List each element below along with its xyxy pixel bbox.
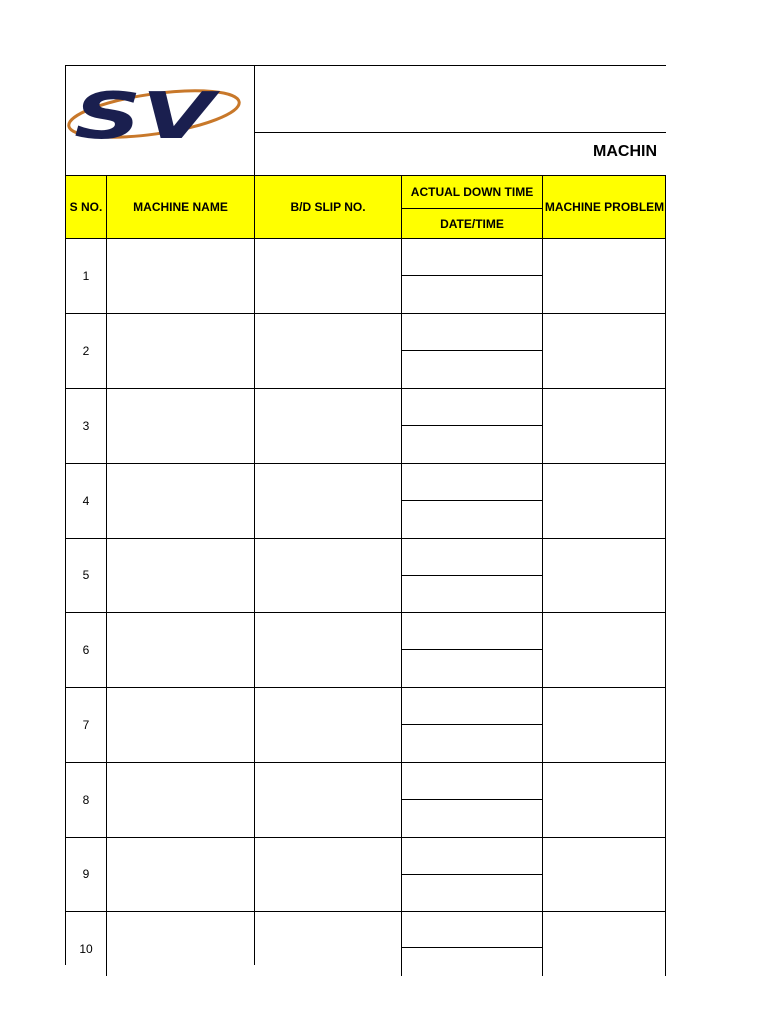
header-machine-name: MACHINE NAME [133, 200, 228, 214]
grid-line [65, 538, 666, 539]
header-machine-problem: MACHINE PROBLEM [544, 200, 665, 214]
grid-line [401, 649, 543, 650]
row-number: 6 [82, 642, 90, 657]
row-number: 4 [82, 493, 90, 508]
row-number: 5 [82, 568, 90, 582]
grid-line [401, 176, 402, 976]
grid-line [401, 425, 543, 426]
grid-line [401, 947, 543, 948]
row-number: 3 [82, 418, 90, 433]
grid-line [106, 176, 107, 976]
grid-line [65, 388, 666, 389]
sv-logo [66, 80, 246, 154]
grid-line [401, 500, 543, 501]
row-number: 2 [82, 343, 90, 358]
header-bd-slip: B/D SLIP NO. [290, 200, 366, 214]
grid-line [65, 238, 666, 239]
header-actual-down-time: ACTUAL DOWN TIME [410, 185, 534, 199]
grid-line [65, 65, 66, 965]
header-date-time: DATE/TIME [440, 216, 504, 231]
row-number: 8 [82, 792, 90, 807]
grid-line [401, 799, 543, 800]
grid-line [65, 762, 666, 763]
grid-line [65, 313, 666, 314]
grid-line [65, 463, 666, 464]
grid-line [401, 350, 543, 351]
row-number: 1 [82, 268, 90, 283]
grid-line [254, 65, 255, 965]
grid-line [65, 837, 666, 838]
grid-line [401, 275, 543, 276]
grid-line [65, 911, 666, 912]
header-sno: S NO. [69, 200, 103, 214]
grid-line [665, 176, 666, 976]
row-number: 7 [82, 717, 90, 732]
page-title: MACHIN [593, 143, 657, 160]
grid-line [401, 874, 543, 875]
grid-line [401, 724, 543, 725]
row-number: 9 [82, 867, 90, 881]
grid-line [401, 208, 543, 209]
grid-line [65, 175, 666, 176]
grid-line [65, 687, 666, 688]
grid-line [65, 65, 666, 66]
grid-line [542, 176, 543, 976]
grid-line [254, 132, 666, 133]
grid-line [65, 612, 666, 613]
grid-line [401, 575, 543, 576]
logo-text: SV [74, 80, 221, 154]
row-number: 10 [79, 941, 93, 956]
